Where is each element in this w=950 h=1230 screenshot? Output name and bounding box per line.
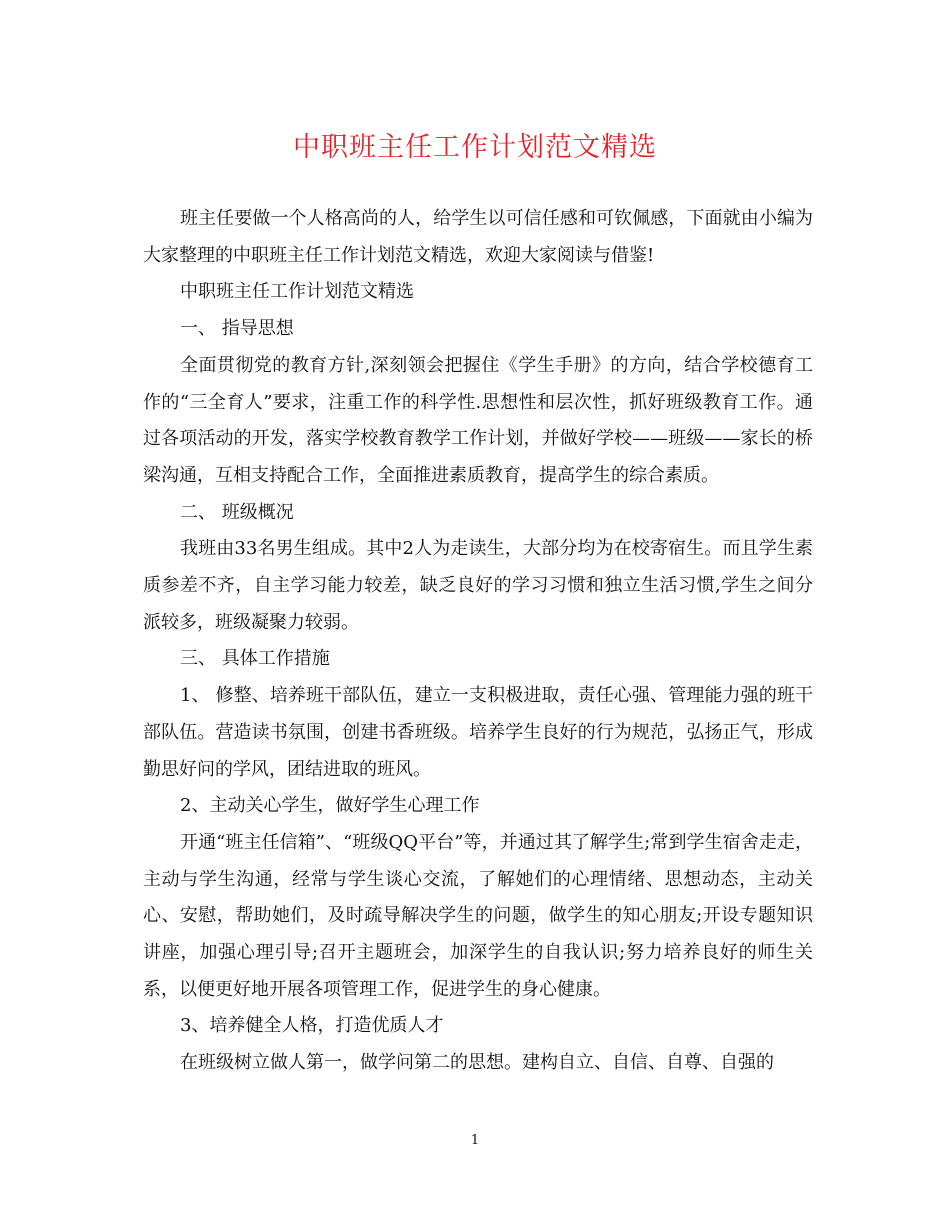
- guiding-ideology-paragraph: 全面贯彻党的教育方针,深刻领会把握住《学生手册》的方向，结合学校德育工作的“三全育人”要求，注重工作的科学性.思想性和层次性，抓好班级教育工作。通过各项活动的开发，落实学校教育教学工作计划，并做好学校——班级——家长的桥梁沟通，互相支持配合工作，全面推进素质教育，提高学生的综合素质。: [143, 354, 813, 486]
- measure-3-heading: 3、培养健全人格，打造优质人才: [180, 1015, 444, 1037]
- measure-1-paragraph: 1、 修整、培养班干部队伍，建立一支积极进取，责任心强、管理能力强的班干部队伍。营造读书氛围，创建书香班级。培养学生良好的行为规范，弘扬正气，形成勤思好问的学风，团结进取的班风。: [143, 685, 813, 780]
- measure-2-paragraph: 开通“班主任信箱”、“班级QQ平台”等，并通过其了解学生;常到学生宿舍走走，主动与学生沟通，经常与学生谈心交流，了解她们的心理情绪、思想动态，主动关心、安慰，帮助她们，及时疏导解决学生的问题，做学生的知心朋友;开设专题知识讲座，加强心理引导;召开主题班会，加深学生的自我认识;努力培养良好的师生关系，以便更好地开展各项管理工作，促进学生的身心健康。: [143, 831, 813, 1000]
- class-overview-paragraph: 我班由33名男生组成。其中2人为走读生，大部分均为在校寄宿生。而且学生素质参差不齐，自主学习能力较差，缺乏良好的学习习惯和独立生活习惯,学生之间分派较多，班级凝聚力较弱。: [143, 538, 813, 633]
- subtitle-paragraph: 中职班主任工作计划范文精选: [180, 281, 414, 303]
- section-heading-class-overview: 二、 班级概况: [180, 501, 294, 523]
- measure-2-heading: 2、主动关心学生，做好学生心理工作: [180, 795, 480, 817]
- measure-3-paragraph: 在班级树立做人第一，做学问第二的思想。建构自立、自信、自尊、自强的: [180, 1052, 774, 1074]
- section-heading-guiding-ideology: 一、 指导思想: [180, 318, 294, 340]
- document-title: 中职班主任工作计划范文精选: [293, 132, 657, 163]
- section-heading-measures: 三、 具体工作措施: [180, 648, 330, 670]
- page-number: 1: [470, 1133, 480, 1148]
- intro-paragraph: 班主任要做一个人格高尚的人，给学生以可信任感和可钦佩感，下面就由小编为大家整理的中职班主任工作计划范文精选，欢迎大家阅读与借鉴!: [143, 208, 813, 266]
- document-body: [143, 201, 813, 1082]
